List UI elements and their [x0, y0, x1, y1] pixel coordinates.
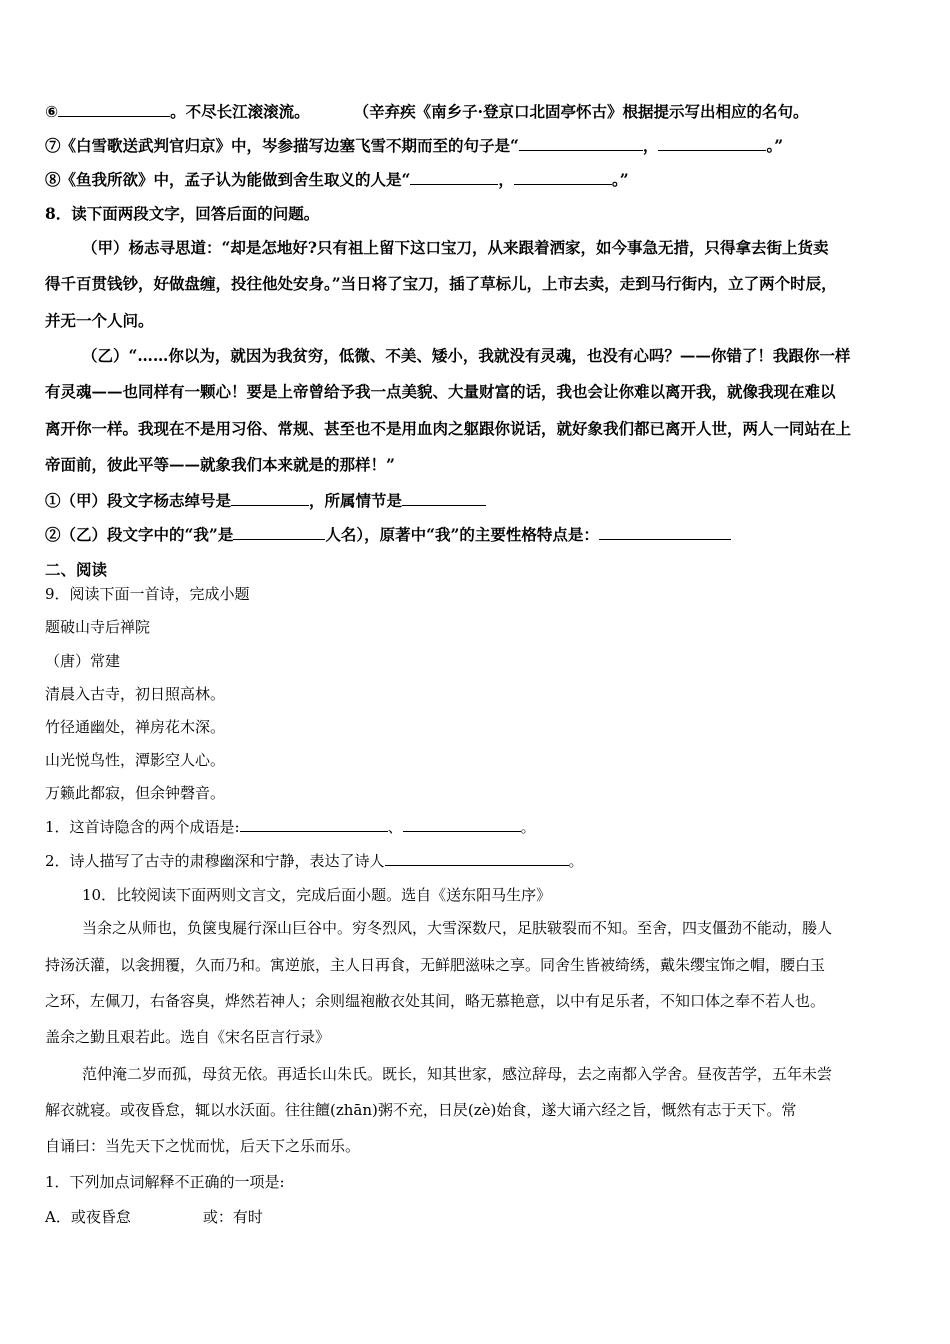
passage-line: 范仲淹二岁而孤，母贫无依。再适长山朱氏。既长，知其世家，感泣辞母，去之南都入学舍。昼夜苦学，五年未尝: [82, 1065, 833, 1083]
answer-blank[interactable]: [233, 525, 325, 540]
q8-yi-line: （乙）“……你以为，就因为我贫穷，低微、不美、矮小，我就没有灵魂，也没有心吗？——你错了！我跟你一样: [82, 346, 851, 365]
passage-line: 之环，左佩刀，右备容臭，烨然若神人；余则缊袍敝衣处其间，略无慕艳意，以中有足乐者，不知口体之奉不若人也。: [45, 992, 826, 1010]
q7-item8: ⑧《鱼我所欲》中，孟子认为能做到舍生取义的人是“ ， 。”: [45, 170, 629, 189]
answer-blank[interactable]: [519, 136, 643, 151]
answer-blank[interactable]: [58, 102, 170, 117]
q8-sub1: ①（甲）段文字杨志绰号是 ，所属情节是: [45, 490, 486, 512]
q9-heading: 9．阅读下面一首诗，完成小题: [45, 585, 250, 603]
passage-line: 盖余之勤且艰若此。选自《宋名臣言行录》: [45, 1028, 331, 1046]
poem-author: （唐）常建: [45, 652, 121, 670]
option-a[interactable]: A．或夜昏怠 或：有时: [45, 1208, 263, 1226]
answer-blank[interactable]: [240, 817, 388, 832]
q8-heading: 8．读下面两段文字，回答后面的问题。: [45, 204, 320, 223]
q7-item6: ⑥ 。不尽长江滚滚流。 （辛弃疾《南乡子·登京口北固亭怀古》根据提示写出相应的名句。: [45, 102, 809, 121]
passage-line: 自诵曰：当先天下之忧而忧，后天下之乐而乐。: [45, 1137, 361, 1155]
q10-question1: 1．下列加点词解释不正确的一项是:: [45, 1173, 285, 1191]
q8-yi-line: 有灵魂——也同样有一颗心！要是上帝曾给予我一点美貌、大量财富的话，我也会让你难以离开我，就像我现在难以: [45, 382, 836, 401]
passage-line: 解衣就寝。或夜昏怠，辄以水沃面。往往饘(zhān)粥不充，日昃(zè)始食，遂大诵六经之旨，慨然有志于天下。常: [45, 1101, 797, 1119]
answer-blank[interactable]: [410, 170, 498, 185]
answer-blank[interactable]: [385, 851, 569, 866]
q10-heading: 10．比较阅读下面两则文言文，完成后面小题。选自《送东阳马生序》: [82, 886, 552, 904]
poem-line: 清晨入古寺，初日照高林。: [45, 685, 226, 703]
q9-sub1: 1．这首诗隐含的两个成语是: 、 。: [45, 818, 536, 836]
q8-yi-line: 帝面前，彼此平等——就象我们本来就是的那样！”: [45, 455, 395, 474]
answer-blank[interactable]: [514, 170, 612, 185]
q8-jia-line: 得千百贯钱钞，好做盘缠，投往他处安身。”当日将了宝刀，插了草标儿，上市去卖，走到马行街内，立了两个时辰，: [45, 274, 837, 293]
q8-sub2: ②（乙）段文字中的“我”是 人名），原著中“我”的主要性格特点是：: [45, 524, 731, 546]
q8-jia-line: （甲）杨志寻思道：“却是怎地好?只有祖上留下这口宝刀，从来跟着洒家，如今事急无措，只得拿去街上货卖: [82, 238, 829, 257]
answer-blank[interactable]: [402, 491, 486, 506]
section-title: 二、阅读: [45, 560, 108, 579]
answer-blank[interactable]: [403, 817, 521, 832]
q8-jia-line: 并无一个人问。: [45, 311, 154, 330]
q7-item7: ⑦《白雪歌送武判官归京》中，岑参描写边塞飞雪不期而至的句子是“ ， 。”: [45, 136, 784, 155]
answer-blank[interactable]: [658, 136, 766, 151]
passage-line: 持汤沃灌，以衾拥覆，久而乃和。寓逆旅，主人日再食，无鲜肥滋味之享。同舍生皆被绮绣，戴朱缨宝饰之帽，腰白玉: [45, 956, 826, 974]
poem-line: 万籁此都寂，但余钟磬音。: [45, 784, 226, 802]
passage-line: 当余之从师也，负箧曳屣行深山巨谷中。穷冬烈风，大雪深数尺，足肤皲裂而不知。至舍，四支僵劲不能动，媵人: [82, 919, 833, 937]
answer-blank[interactable]: [599, 525, 731, 540]
poem-line: 竹径通幽处，禅房花木深。: [45, 718, 226, 736]
q8-yi-line: 离开你一样。我现在不是用习俗、常规、甚至也不是用血肉之躯跟你说话，就好象我们都已离开人世，两人一同站在上: [45, 419, 852, 438]
answer-blank[interactable]: [231, 491, 309, 506]
q9-sub2: 2．诗人描写了古寺的肃穆幽深和宁静，表达了诗人 。: [45, 852, 584, 870]
poem-title: 题破山寺后禅院: [45, 618, 151, 636]
poem-line: 山光悦鸟性，潭影空人心。: [45, 751, 226, 769]
